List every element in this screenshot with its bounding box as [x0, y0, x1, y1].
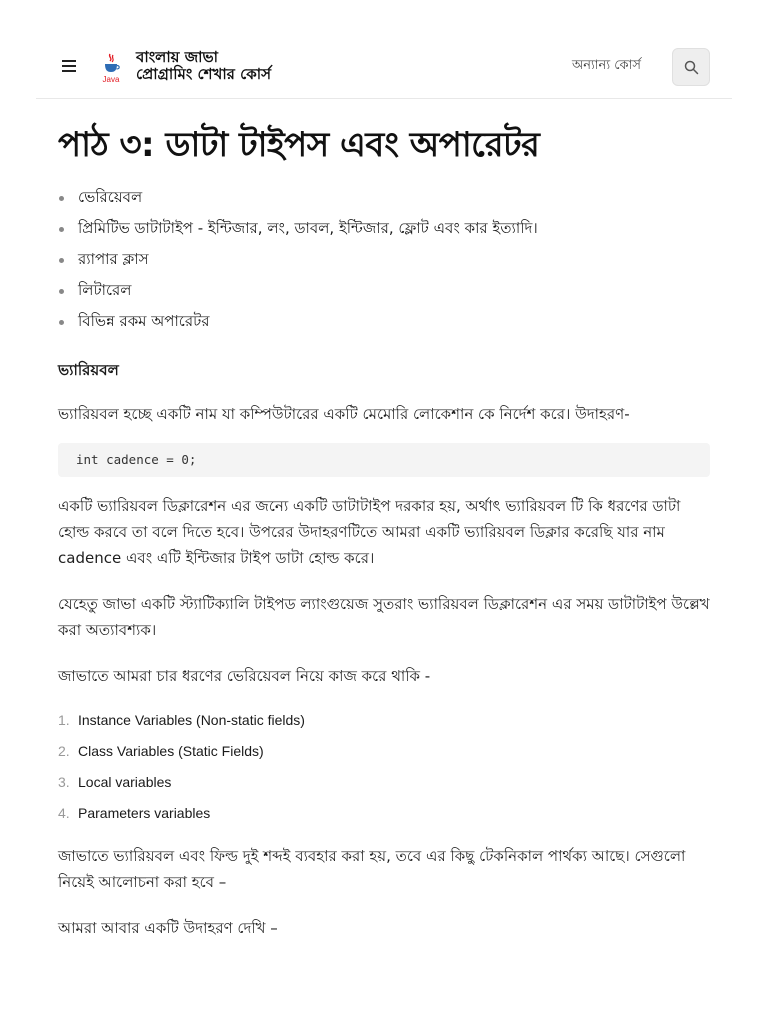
topic-list — [58, 182, 710, 337]
variable-types-list — [58, 705, 710, 829]
java-logo-icon[interactable] — [100, 52, 122, 84]
list-item: প্রিমিটিভ ডাটাটাইপ - ইন্টিজার, লং, ডাবল, ইন্টিজার, ফ্লোট এবং কার ইত্যাদি। — [58, 213, 710, 244]
paragraph: জাভাতে ভ্যারিয়বল এবং ফিল্ড দুই শব্দই ব্যবহার করা হয়, তবে এর কিছু টেকনিকাল পার্থক্য আছে। সেগুলো নিয়েই আলোচনা করা হবে – — [58, 847, 686, 891]
list-item — [58, 736, 710, 767]
coffee-cup-icon — [100, 52, 122, 74]
paragraph: যেহেতু জাভা একটি স্ট্যাটিক্যালি টাইপড ল্যাংগুয়েজ সুতরাং ভ্যারিয়বল ডিক্লারেশন এর সময় ডাটাটাইপ উল্লেখ করা অত্যাবশ্যক। — [58, 595, 710, 639]
page-title: পাঠ ৩: ডাটা টাইপস এবং অপারেটর — [58, 125, 540, 165]
search-icon — [684, 60, 699, 75]
list-item: ভেরিয়েবল — [58, 182, 710, 213]
logo-text: Java — [102, 75, 120, 84]
section-heading: ভ্যারিয়বল — [58, 361, 119, 379]
paragraph: একটি ভ্যারিয়বল ডিক্লারেশন এর জন্যে একটি ডাটাটাইপ দরকার হয়, অর্থাৎ ভ্যারিয়বল টি কি ধরণের ডাটা হোল্ড করবে তা বলে দিতে হবে। উপরের উদাহরণটিতে আমরা একটি ভ্যারিয়বল ডিক্লার করেছি যার নাম cadence এবং এটি ইন্টিজার টাইপ ডাটা হোল্ড করে। — [58, 497, 681, 567]
list-number: 1. — [58, 712, 70, 728]
list-item-label: Parameters variables — [78, 805, 211, 821]
article-content — [58, 118, 710, 941]
site-title-line2: প্রোগ্রামিং শেখার কোর্স — [136, 65, 271, 83]
list-item: লিটারেল — [58, 275, 710, 306]
list-number: 2. — [58, 743, 70, 759]
hamburger-menu-icon[interactable] — [58, 57, 80, 75]
list-item-label: Instance Variables (Non-static fields) — [78, 712, 305, 728]
site-title[interactable] — [136, 49, 356, 83]
paragraph: ভ্যারিয়বল হচ্ছে একটি নাম যা কম্পিউটারের একটি মেমোরি লোকেশান কে নির্দেশ করে। উদাহরণ- — [58, 405, 630, 423]
list-item: বিভিন্ন রকম অপারেটর — [58, 306, 710, 337]
menu-line — [62, 60, 76, 62]
paragraph: জাভাতে আমরা চার ধরণের ভেরিয়েবল নিয়ে কাজ করে থাকি - — [58, 667, 431, 685]
other-courses-link[interactable]: অন্যান্য কোর্স — [572, 58, 641, 73]
code-block: int cadence = 0; — [58, 443, 710, 477]
list-item-label: Class Variables (Static Fields) — [78, 743, 264, 759]
site-header — [36, 32, 732, 99]
list-item: র‍্যাপার ক্লাস — [58, 244, 710, 275]
list-item — [58, 767, 710, 798]
list-item — [58, 798, 710, 829]
site-title-line1: বাংলায় জাভা — [136, 48, 219, 66]
search-button[interactable] — [672, 48, 710, 86]
list-number: 3. — [58, 774, 70, 790]
list-number: 4. — [58, 805, 70, 821]
menu-line — [62, 65, 76, 67]
paragraph: আমরা আবার একটি উদাহরণ দেখি – — [58, 919, 278, 937]
menu-line — [62, 70, 76, 72]
list-item — [58, 705, 710, 736]
list-item-label: Local variables — [78, 774, 172, 790]
